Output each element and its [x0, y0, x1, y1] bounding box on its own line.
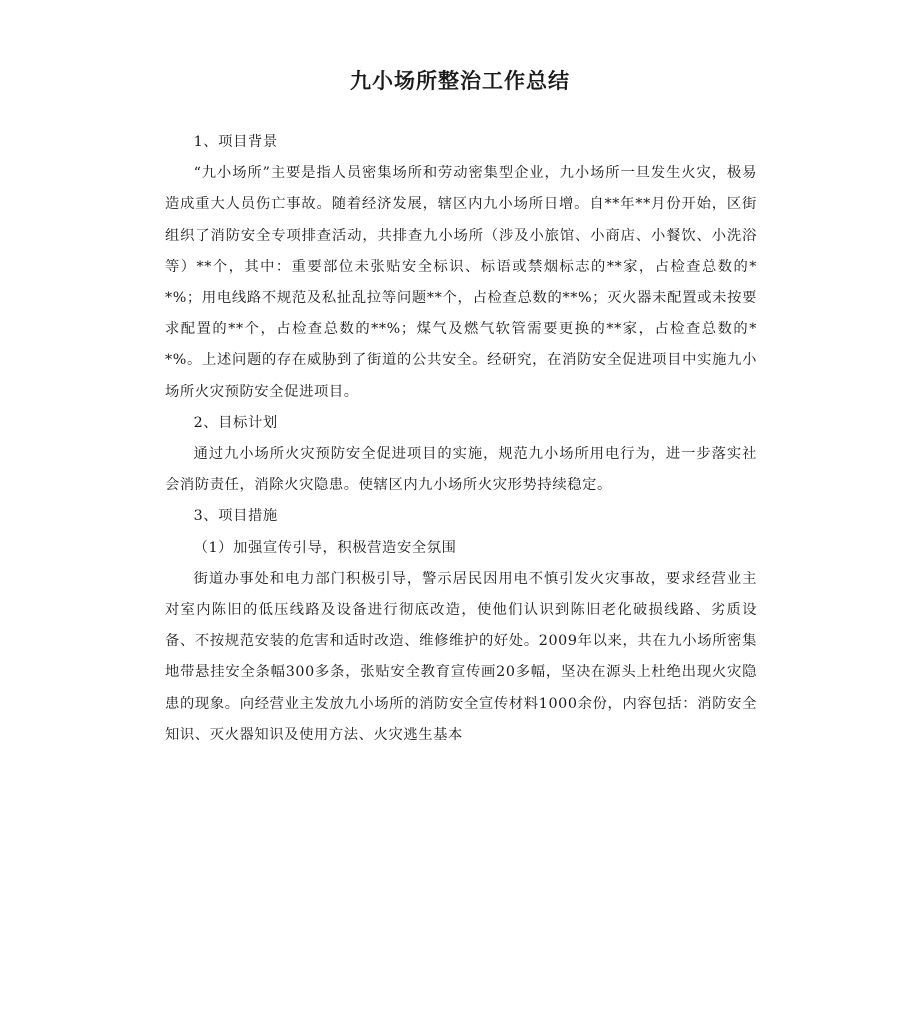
document-body [165, 127, 757, 751]
document-title: 九小场所整治工作总结 [350, 69, 570, 93]
paragraph-publicity: 街道办事处和电力部门积极引导，警示居民因用电不慎引发火灾事故，要求经营业主对室内陈旧的低压线路及设备进行彻底改造，使他们认识到陈旧老化破损线路、劣质设备、不按规范安装的危害和适时改造、维修维护的好处。2009年以来，共在九小场所密集地带悬挂安全条幅300多条，张贴安全教育宣传画20多幅，坚决在源头上杜绝出现火灾隐患的现象。向经营业主发放九小场所的消防安全宣传材料1000余份，内容包括：消防安全知识、灭火器知识及使用方法、火灾逃生基本 [165, 570, 757, 743]
section-heading-background: 1、项目背景 [193, 134, 278, 150]
paragraph-background: “九小场所”主要是指人员密集场所和劳动密集型企业，九小场所一旦发生火灾，极易造成重大人员伤亡事故。随着经济发展，辖区内九小场所日增。自**年**月份开始，区街组织了消防安全专项排查活动，共排查九小场所（涉及小旅馆、小商店、小餐饮、小洗浴等）**个，其中：重要部位未张贴安全标识、标语或禁烟标志的**家，占检查总数的**%；用电线路不规范及私扯乱拉等问题**个，占检查总数的**%；灭火器未配置或未按要求配置的**个，占检查总数的**%；煤气及燃气软管需要更换的**家，占检查总数的**%。上述问题的存在威胁到了街道的公共安全。经研究，在消防安全促进项目中实施九小场所火灾预防安全促进项目。 [165, 165, 757, 400]
subsection-heading-publicity: （1）加强宣传引导，积极营造安全氛围 [193, 539, 457, 556]
paragraph-goals: 通过九小场所火灾预防安全促进项目的实施，规范九小场所用电行为，进一步落实社会消防责任，消除火灾隐患。使辖区内九小场所火灾形势持续稳定。 [165, 446, 757, 494]
section-heading-goals: 2、目标计划 [193, 414, 278, 431]
section-heading-measures: 3、项目措施 [193, 508, 278, 525]
